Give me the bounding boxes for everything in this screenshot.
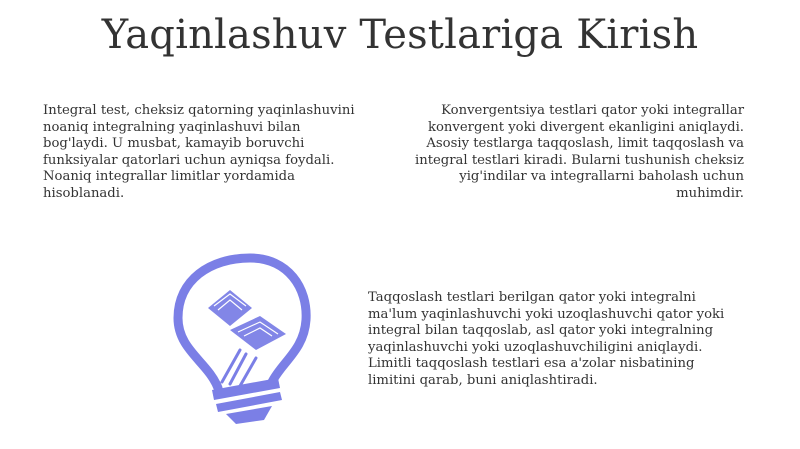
paragraph-comparison-tests: Taqqoslash testlari berilgan qator yoki integralni ma'lum yaqinlashuvchi yoki uzoqlashuvchi qator yoki integral bilan taqqoslab, asl qator yoki integralning yaqinlashuvchi yoki uzoqlashuvchiligini aniqlaydi. Limitli taqqoslash testlari esa a'zolar nisbatining limitini qarab, buni aniqlashtiradi.: [368, 290, 725, 388]
paragraph-convergence-tests: Konvergentsiya testlari qator yoki integrallar konvergent yoki divergent ekanligini aniqlaydi. Asosiy testlarga taqqoslash, limit taqqoslash va integral testlari kiradi. Bularni tushunish cheksiz yig'indilar va integrallarni baholash uchun muhimdir.: [414, 103, 744, 201]
lightbulb-book-icon: [160, 250, 315, 425]
slide-title: Yaqinlashuv Testlariga Kirish: [101, 12, 699, 58]
paragraph-integral-test: Integral test, cheksiz qatorning yaqinlashuvini noaniq integralning yaqinlashuvi bilan bog'laydi. U musbat, kamayib boruvchi funksiyalar qatorlari uchun ayniqsa foydali. Noaniq integrallar limitlar yordamida hisoblanadi.: [43, 103, 355, 201]
